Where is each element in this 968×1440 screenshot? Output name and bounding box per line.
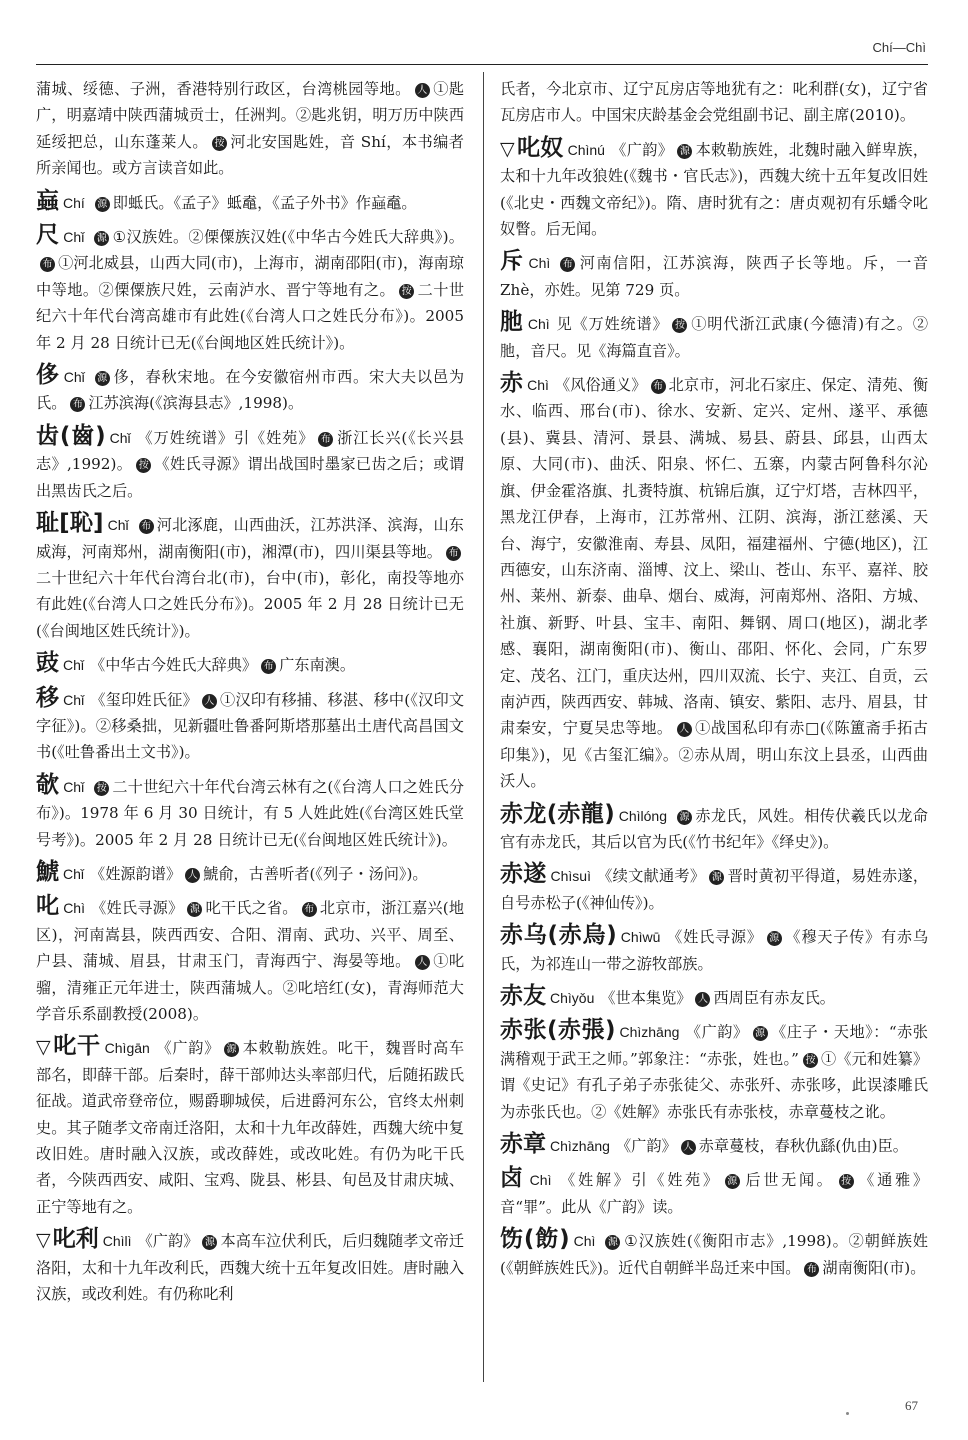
entry-text: ①汉族姓(《衡阳市志》,1998)。②朝鲜族姓(《朝鲜族姓氏》)。近代自朝鲜半岛迁来中国。 — [500, 1232, 928, 1277]
entry-text: 侈，春秋宋地。在今安徽宿州市西。宋大夫以邑为氏。 — [36, 368, 465, 413]
entry-text: 晋时黄初平得道，易姓赤遂，自号赤松子(《神仙传》)。 — [500, 867, 929, 912]
section-mark-icon: 按 — [839, 1174, 854, 1189]
dictionary-entry — [36, 650, 464, 678]
entry-pinyin: Chìlóng — [618, 807, 668, 824]
section-mark-icon: 源 — [187, 902, 202, 917]
section-mark-icon: 布 — [651, 379, 666, 394]
dictionary-entry — [36, 859, 464, 887]
dictionary-entry — [36, 893, 464, 1027]
section-mark-icon: 布 — [446, 546, 461, 561]
section-mark-icon: 布 — [261, 659, 276, 674]
entry-text: 叱干氏之省。 — [205, 899, 298, 918]
entry-text: ①汉族姓。②傈僳族汉姓(《中华古今姓氏大辞典》)。 — [112, 228, 464, 247]
entry-text: ①汉印有移捕、移湛、移中(《汉印文字征》)。②移桑拙，见新疆吐鲁番阿斯塔那墓出土唐代高昌国文书(《吐鲁番出土文书》)。 — [36, 690, 465, 762]
entry-pinyin: Chì — [527, 316, 550, 333]
entry-headword: 叱利 — [52, 1226, 99, 1253]
entry-pinyin: Chìzhāng — [619, 1024, 680, 1041]
dictionary-entry — [36, 1226, 464, 1307]
dictionary-entry — [500, 370, 928, 795]
dictionary-entry — [36, 362, 464, 417]
section-mark-icon: 按 — [212, 136, 227, 151]
entry-source: 《万姓统谱》引《姓苑》 — [136, 428, 315, 447]
section-mark-icon: 按 — [399, 284, 414, 299]
section-mark-icon: 人 — [695, 992, 710, 1007]
entry-source: 《姓氏寻源》 — [90, 899, 184, 918]
entry-headword: 赤张(赤張) — [500, 1017, 616, 1044]
entry-text: ①明代浙江武康(今德清)有之。②肔，音尺。见《海篇直音》。 — [500, 315, 929, 360]
entry-headword: 饬(飭) — [500, 1226, 570, 1253]
entry-pinyin: Chǐ — [109, 429, 131, 446]
dictionary-entry — [500, 1226, 928, 1281]
section-mark-icon: 人 — [677, 722, 692, 737]
entry-headword: 叱奴 — [516, 134, 564, 161]
right-column — [500, 76, 928, 1287]
entry-text: ①叱骝，清雍正元年进士，陕西蒲城人。②叱培红(女)，青海师范大学音乐系副教授(2008)。 — [36, 952, 465, 1023]
dictionary-entry — [500, 922, 928, 977]
header-rule — [36, 64, 928, 65]
entry-source: 《广韵》 — [155, 1039, 220, 1058]
entry-text: 河北安国匙姓，音 Shí，本书编者所亲闻也。或方言读音如此。 — [36, 132, 464, 178]
entry-headword: 赤友 — [500, 983, 546, 1009]
entry-pinyin: Chìwū — [620, 929, 661, 946]
left-column — [36, 76, 464, 1313]
dictionary-entry — [36, 76, 464, 182]
section-mark-icon: 布 — [302, 902, 317, 917]
dictionary-entry — [500, 135, 928, 243]
continued-text: 氏者，今北京市、辽宁瓦房店等地犹有之：叱利群(女)，辽宁省瓦房店市人。中国宋庆龄基金会党组副书记、副主席(2010)。 — [500, 80, 928, 125]
entry-pinyin: Chǐ — [63, 778, 85, 795]
entry-headword: 赤遂 — [500, 861, 547, 888]
section-mark-icon: 布 — [560, 257, 575, 272]
compound-surname-marker: ▽ — [36, 1036, 52, 1059]
entry-pinyin: Chì — [529, 1172, 552, 1189]
entry-text: 本敕勒族姓，北魏时融入鲜卑族，太和十九年改狼姓(《魏书・官氏志》)，西魏大统十五年复改旧姓(《北史・西魏文帝纪》)。隋、唐时犹有之：唐贞观初有乐蟠令叱奴瞥。后无闻。 — [500, 140, 929, 239]
section-mark-icon: 源 — [95, 197, 110, 212]
entry-headword: 侈 — [36, 362, 60, 389]
section-mark-icon: 源 — [95, 371, 110, 386]
entry-text: 北京市，河北石家庄、保定、清苑、衡水、临西、邢台(市)、徐水、安新、定兴、定州、遂平、承德(县)、冀县、清河、景县、满城、易县、蔚县、邱县，山西太原、大同(市)、曲沃、阳泉、怀仁、五寨，内蒙古阿鲁科尔沁旗、伊金霍洛旗、扎赉特旗、杭锦后旗，辽宁灯塔，吉林四平，黑龙江伊春，上海市，江苏常州、江阴、滨海，浙江慈溪、天台、海宁，安徽淮南、寿县、凤阳，福建福州、宁德(地区)，江西德安，山东济南、淄博、汶上、梁山、苍山、东平、嘉祥、胶州、莱州、新泰、曲阜、烟台、威海，河南郑州、洛阳、方城、社旗、新野、叶县、宝丰、南阳、舞钢、周口(地区)，湖北孝感、襄阳，湖南衡阳(市)、衡山、邵阳、怀化、会同，广东罗定、茂名、江门，重庆达州，四川双流、长宁、夹江、自贡，云南泸西，陕西西安、韩城、洛南、镇安、紫阳、志丹、眉县，甘肃秦安，宁夏吴忠等地。 — [500, 376, 929, 738]
continued-text: 蒲城、绥德、子洲，香港特别行政区，台湾桃园等地。 — [36, 80, 411, 98]
dictionary-entry — [36, 1033, 464, 1220]
entry-pinyin: Chìzhāng — [550, 1138, 610, 1155]
entry-headword: 赤 — [500, 370, 524, 397]
entry-text: 二十世纪六十年代台湾云林有之(《台湾人口之姓氏分布》)。1978 年 6 月 30 日统计，有 5 人姓此姓(《台湾区姓氏堂号考》)。2005 年 2 月 28 日统计已无(《台闽地区姓氏统计》)。 — [36, 777, 465, 849]
dictionary-entry — [36, 188, 464, 216]
entry-text: 北京市，浙江嘉兴(地区)，河南嵩县，陕西西安、合阳、渭南、武功、兴平、周至、户县、蒲城、眉县，甘肃玉门，青海西宁、海晏等地。 — [36, 899, 465, 971]
dictionary-entry — [36, 423, 464, 504]
running-header-range: Chí—Chì — [872, 40, 926, 55]
entry-headword: 尺 — [36, 222, 60, 249]
entry-pinyin: Chǐ — [63, 691, 85, 708]
entry-headword: 移 — [36, 684, 60, 711]
section-mark-icon: 按 — [94, 781, 109, 796]
entry-pinyin: Chì — [573, 1233, 596, 1250]
section-mark-icon: 源 — [94, 231, 109, 246]
entry-text: 鯱俞，古善听者(《列子・汤问》)。 — [203, 864, 428, 883]
entry-source: 《中华古今姓氏大辞典》 — [90, 656, 258, 675]
dictionary-entry — [500, 1165, 928, 1220]
section-mark-icon: 源 — [677, 810, 692, 825]
entry-text: 赤龙氏，风姓。相传伏羲氏以龙命官有赤龙氏，其后以官为氏(《竹书纪年》《绎史》)。 — [500, 806, 928, 851]
compound-surname-marker: ▽ — [36, 1229, 51, 1252]
entry-text: ①战国私印有赤□(《陈簠斋手拓古印集》)，见《古玺汇编》。②赤从周，明山东汶上县丞，山西曲沃人。 — [500, 719, 928, 791]
entry-text: ①《元和姓纂》谓《史记》有孔子弟子赤张徒父、赤张歼、赤张哆，此误漆雕氏为赤张氏也。②《姓解》赤张氏有赤张枝，赤章蔓枝之讹。 — [500, 1049, 929, 1121]
entry-text: 河北涿鹿，山西曲沃，江苏洪泽、滨海，山东威海，河南郑州，湖南衡阳(市)，湘潭(市)，四川渠县等地。 — [36, 516, 464, 561]
entry-source: 《广韵》 — [615, 1137, 677, 1156]
entry-pinyin: Chìgān — [104, 1040, 150, 1057]
entry-source: 《姓解》引《姓苑》 — [557, 1171, 721, 1190]
entry-headword: 叱 — [36, 893, 60, 920]
entry-source: 《广韵》 — [610, 140, 674, 159]
section-mark-icon: 人 — [415, 955, 430, 970]
entry-source: 见《万姓统谱》 — [555, 315, 669, 334]
entry-text: 二十世纪六十年代台湾高雄市有此姓(《台湾人口之姓氏分布》)。2005 年 2 月 28 日统计已无(《台闽地区姓氏统计》)。 — [36, 280, 465, 352]
section-mark-icon: 源 — [709, 870, 724, 885]
section-mark-icon: 源 — [767, 931, 782, 946]
section-mark-icon: 源 — [753, 1026, 768, 1041]
scan-speck — [846, 1412, 849, 1415]
entry-text: 二十世纪六十年代台湾台北(市)，台中(市)，彰化，南投等地亦有此姓(《台湾人口之姓氏分布》)。2005 年 2 月 28 日统计已无(《台闽地区姓氏统计》)。 — [36, 568, 464, 640]
dictionary-entry — [500, 861, 928, 916]
entry-source: 《姓源韵谱》 — [90, 864, 182, 883]
entry-source: 《广韵》 — [685, 1023, 749, 1042]
entry-text: 《庄子・天地》：“赤张满稽观于武王之师。”郭象注：“赤张，姓也。” — [500, 1023, 928, 1068]
entry-pinyin: Chìnú — [567, 141, 605, 158]
entry-text: 浙江长兴(《长兴县志》,1992)。 — [36, 428, 464, 474]
dictionary-entry — [36, 510, 464, 644]
section-mark-icon: 源 — [224, 1042, 239, 1057]
entry-source: 《姓氏寻源》 — [666, 928, 763, 947]
section-mark-icon: 布 — [40, 257, 55, 272]
entry-text: 河南信阳，江苏滨海，陕西子长等地。斥，一音 Zhè，亦姓。见第 729 页。 — [500, 254, 929, 299]
section-mark-icon: 布 — [318, 432, 333, 447]
dictionary-entry — [500, 1017, 928, 1125]
entry-pinyin: Chì — [63, 900, 85, 917]
entry-text: 本高车泣伏利氏，后归魏随孝文帝迁洛阳，太和十九年改利氏，西魏大统十五年复改旧姓。唐时融入汉族，或改利姓。有仍称叱利 — [36, 1232, 465, 1304]
entry-pinyin: Chǐ — [63, 229, 85, 246]
dictionary-entry — [500, 1131, 928, 1159]
compound-surname-marker: ▽ — [500, 137, 515, 160]
section-mark-icon: 源 — [677, 144, 692, 159]
entry-text: 湖南衡阳(市)。 — [822, 1258, 926, 1277]
entry-pinyin: Chì — [527, 377, 549, 394]
entry-text: ①匙广，明嘉靖中陕西蒲城贡士，任洲判。②匙兆钥，明万历中陕西延绥把总，山东蓬莱人。 — [36, 80, 465, 151]
entry-headword: 肔 — [500, 309, 524, 336]
entry-text: 西周臣有赤友氏。 — [713, 989, 835, 1007]
section-mark-icon: 人 — [681, 1140, 696, 1155]
entry-pinyin: Chǐ — [63, 657, 85, 674]
entry-headword: 蝱 — [36, 187, 59, 214]
entry-text: ①河北威县，山西大同(市)，上海市，湖南邵阳(市)，海南琼中等地。②傈僳族尺姓，云南泸水、晋宁等地有之。 — [36, 254, 464, 299]
entry-text: 《穆天子传》有赤乌氏，为祁连山一带之游牧部族。 — [500, 928, 929, 973]
dictionary-entry — [36, 772, 464, 853]
entry-headword: 齿(齒) — [36, 422, 106, 449]
entry-text: 《通雅》音“罪”。此从《广韵》读。 — [500, 1171, 929, 1216]
dictionary-entry — [500, 76, 928, 129]
entry-headword: 赤乌(赤烏) — [500, 922, 617, 949]
entry-source: 《广韵》 — [137, 1232, 199, 1251]
section-mark-icon: 人 — [185, 868, 200, 883]
entry-headword: 耻[恥] — [36, 510, 104, 537]
section-mark-icon: 人 — [202, 694, 217, 709]
entry-text: 后世无闻。 — [742, 1171, 835, 1190]
entry-headword: 赤龙(赤龍) — [500, 800, 615, 827]
entry-pinyin: Chǐ — [63, 369, 85, 386]
entry-text: 赤章蔓枝，春秋仇繇(仇由)臣。 — [698, 1137, 908, 1156]
section-mark-icon: 按 — [672, 318, 687, 333]
section-mark-icon: 按 — [136, 458, 151, 473]
entry-text: 广东南澳。 — [279, 656, 356, 675]
dictionary-entry — [36, 222, 464, 356]
dictionary-entry — [500, 983, 928, 1011]
section-mark-icon: 人 — [415, 83, 430, 98]
entry-pinyin: Chǐ — [107, 517, 129, 534]
entry-pinyin: Chìsuì — [550, 868, 591, 885]
entry-text: 江苏滨海(《滨海县志》,1998)。 — [88, 394, 304, 413]
entry-headword: 斥 — [500, 248, 525, 275]
section-mark-icon: 按 — [803, 1053, 818, 1068]
section-mark-icon: 源 — [605, 1235, 620, 1250]
entry-headword: 赤章 — [500, 1131, 546, 1158]
page-number: 67 — [905, 1398, 918, 1413]
section-mark-icon: 布 — [139, 519, 154, 534]
column-divider — [483, 72, 484, 1382]
entry-text: 即蚳氏。《孟子》蚳鼁，《孟子外书》作蝱鼁。 — [112, 193, 417, 212]
entry-text: 本敕勒族姓。叱干，魏晋时高车部名，即薛干部。后秦时，薛干部帅达头率部归代，后随拓跋氏征战。道武帝登帝位，赐爵聊城侯，后进爵河东公，官终太州刺史。其子随孝文帝南迁洛阳，太和十九年改薛姓，西魏大统中复改旧姓。唐时融入汉族，或改薛姓，或改叱姓。有仍为叱干氏者，今陕西西安、咸阳、宝鸡、陇县、彬县、旬邑及甘肃庆城、正宁等地有之。 — [36, 1039, 465, 1216]
entry-headword: 欹 — [36, 771, 60, 798]
entry-text: 《姓氏寻源》谓出战国时墨家已齿之后；或谓出黑齿氏之后。 — [36, 455, 465, 500]
dictionary-entry — [500, 248, 928, 303]
entry-headword: 豉 — [36, 650, 59, 677]
dictionary-entry — [36, 685, 464, 766]
entry-headword: 卤 — [500, 1165, 526, 1192]
entry-pinyin: Chǐ — [63, 865, 85, 882]
entry-source: 《玺印姓氏征》 — [90, 690, 198, 709]
section-mark-icon: 源 — [202, 1235, 217, 1250]
dictionary-entry — [500, 309, 928, 364]
entry-pinyin: Chí — [63, 194, 85, 211]
entry-headword: 叱干 — [53, 1033, 101, 1060]
entry-headword: 鯱 — [36, 858, 59, 885]
section-mark-icon: 布 — [70, 397, 85, 412]
entry-source: 《续文献通考》 — [596, 867, 706, 886]
section-mark-icon: 源 — [725, 1174, 740, 1189]
entry-source: 《风俗通义》 — [554, 376, 647, 395]
entry-source: 《世本集览》 — [600, 989, 692, 1007]
entry-pinyin: Chìlì — [102, 1233, 132, 1250]
entry-pinyin: Chì — [528, 255, 551, 272]
entry-pinyin: Chìyǒu — [550, 990, 595, 1006]
dictionary-entry — [500, 801, 928, 856]
section-mark-icon: 布 — [804, 1262, 819, 1277]
